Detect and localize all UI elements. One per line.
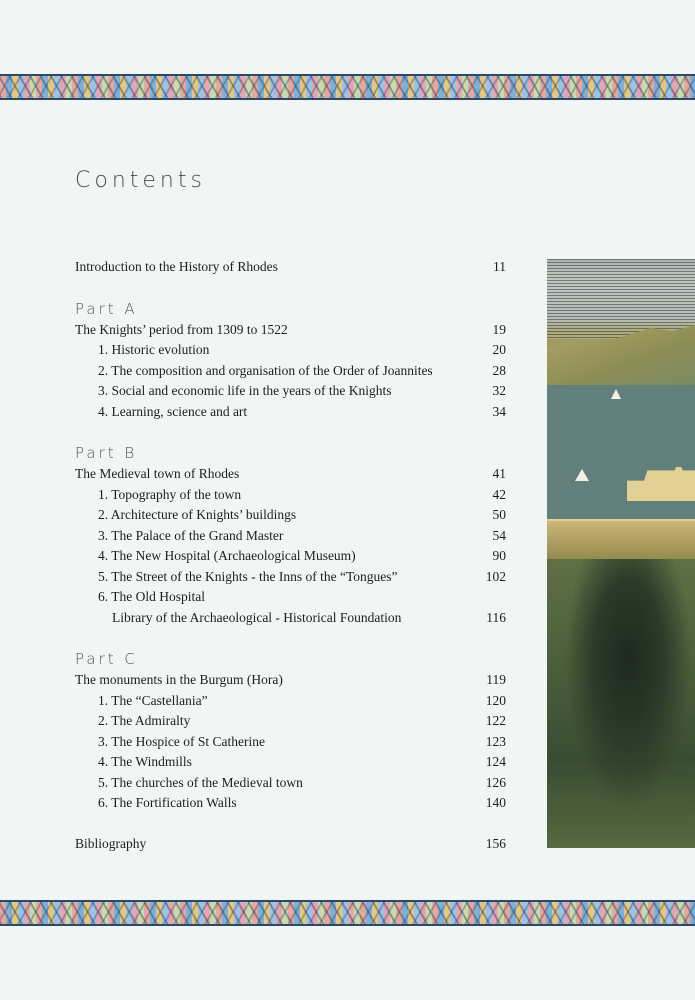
toc-subentry[interactable]	[75, 567, 506, 588]
toc-label: 3. The Palace of the Grand Master	[98, 527, 284, 543]
toc-label: 1. Historic evolution	[98, 342, 210, 357]
toc-page: 140	[485, 795, 506, 810]
toc-subentry[interactable]	[75, 587, 506, 608]
toc-page: 28	[492, 362, 506, 378]
toc-page: 34	[492, 403, 506, 419]
toc-label: 5. The churches of the Medieval town	[98, 774, 303, 790]
toc-label: 4. The New Hospital (Archaeological Museum)	[98, 548, 356, 563]
part-heading: Part A	[75, 299, 138, 318]
toc-subentry[interactable]	[75, 752, 506, 773]
toc-subentry-continuation[interactable]	[75, 608, 506, 629]
toc-label: Introduction to the History of Rhodes	[75, 259, 278, 274]
toc-page: 50	[492, 507, 506, 522]
toc-label: 5. The Street of the Knights - the Inns of the “Tongues”	[98, 568, 398, 584]
toc-subentry[interactable]	[75, 526, 506, 547]
toc-page: 20	[492, 342, 506, 357]
toc-page: 123	[485, 733, 506, 749]
toc-label: 6. The Old Hospital	[98, 589, 205, 604]
toc-subentry[interactable]	[75, 381, 506, 402]
toc-subentry[interactable]	[75, 793, 506, 814]
part-heading: Part B	[75, 444, 138, 462]
toc-page: 90	[492, 548, 506, 563]
sky-engraving	[547, 259, 695, 339]
ornamental-border-top	[0, 74, 695, 100]
toc-label: 2. The Admiralty	[98, 713, 191, 728]
toc-subentry[interactable]	[75, 732, 506, 753]
toc-label: 4. The Windmills	[98, 754, 192, 769]
harbour-illustration	[547, 259, 695, 848]
toc-label: 3. Social and economic life in the years of the Knights	[98, 383, 392, 398]
toc-label: 3. The Hospice of St Catherine	[98, 733, 265, 749]
page-title: Contents	[75, 168, 206, 193]
toc-page: 116	[486, 609, 506, 625]
toc-subentry[interactable]	[75, 485, 506, 506]
toc-label: 1. The “Castellania”	[98, 692, 208, 708]
toc-entry[interactable]	[75, 834, 506, 855]
toc-page: 19	[492, 321, 506, 337]
toc-subentry[interactable]	[75, 361, 506, 382]
toc-entry[interactable]	[75, 320, 506, 341]
toc-label: The Knights’ period from 1309 to 1522	[75, 321, 288, 337]
toc-page: 120	[485, 692, 506, 708]
tree-hillside	[547, 559, 695, 848]
toc-subentry[interactable]	[75, 691, 506, 712]
toc-page: 126	[485, 774, 506, 790]
toc-label: 4. Learning, science and art	[98, 403, 248, 419]
part-heading: Part C	[75, 650, 138, 668]
toc-label: The monuments in the Burgum (Hora)	[75, 672, 283, 687]
toc-label: Library of the Archaeological - Historical Foundation	[112, 609, 402, 625]
toc-page: 54	[492, 527, 506, 543]
toc-label: 6. The Fortification Walls	[98, 795, 237, 810]
toc-entry[interactable]	[75, 670, 506, 691]
toc-page: 41	[492, 466, 506, 481]
toc-subentry[interactable]	[75, 546, 506, 567]
toc-entry[interactable]	[75, 257, 506, 278]
toc-label: 2. Architecture of Knights’ buildings	[98, 507, 297, 522]
toc-label: 1. Topography of the town	[98, 486, 242, 502]
toc-page: 124	[485, 754, 506, 769]
toc-subentry[interactable]	[75, 773, 506, 794]
toc-label: Bibliography	[75, 835, 147, 851]
toc-subentry[interactable]	[75, 402, 506, 423]
toc-entry[interactable]	[75, 464, 506, 485]
table-of-contents	[75, 257, 506, 854]
toc-page: 102	[485, 568, 506, 584]
ornamental-border-bottom	[0, 900, 695, 926]
toc-label: 2. The composition and organisation of the Order of Joannites	[98, 362, 433, 378]
toc-page: 32	[492, 383, 506, 398]
toc-page: 119	[486, 672, 506, 687]
toc-page: 11	[493, 259, 506, 274]
toc-page: 122	[485, 713, 506, 728]
toc-subentry[interactable]	[75, 505, 506, 526]
toc-subentry[interactable]	[75, 711, 506, 732]
toc-page: 156	[485, 835, 506, 851]
toc-page: 42	[492, 486, 506, 502]
toc-subentry[interactable]	[75, 340, 506, 361]
toc-label: The Medieval town of Rhodes	[75, 466, 240, 481]
